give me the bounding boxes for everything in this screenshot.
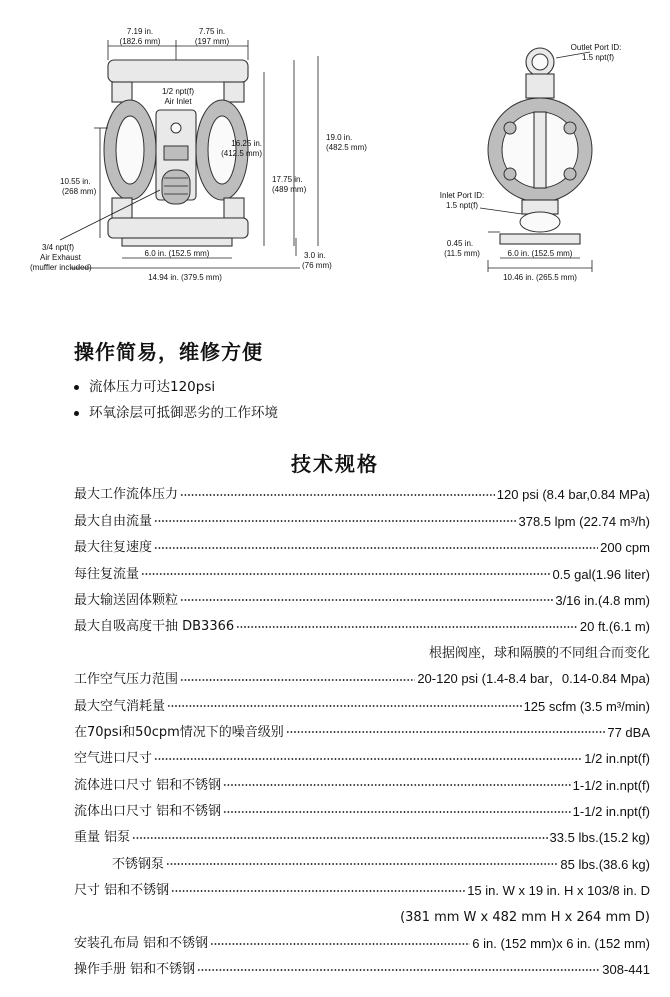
- spec-label: 最大工作流体压力: [74, 487, 179, 503]
- spec-row: [74, 927, 650, 953]
- height-1625-label: 16.25 in.: [231, 139, 262, 148]
- air-exhaust-label: Air Exhaust: [40, 253, 81, 262]
- spec-row: [74, 821, 650, 847]
- muffler-label: (muffler included): [30, 263, 92, 272]
- total-width-label: 14.94 in. (379.5 mm): [148, 273, 222, 282]
- spec-value: 1/2 in.npt(f): [584, 751, 650, 767]
- spec-table: [74, 478, 650, 979]
- spec-row: [74, 874, 650, 900]
- spec-row: [74, 795, 650, 821]
- dot-leader: [180, 675, 415, 684]
- width-left-label: 7.19 in.: [126, 27, 154, 36]
- bullet-dot-icon: [74, 411, 79, 416]
- spec-row: [74, 953, 650, 979]
- spec-label: 操作手册 铝和不锈钢: [74, 962, 196, 978]
- feature-item: [74, 400, 278, 426]
- dot-leader: [180, 596, 553, 605]
- spec-label: 流体出口尺寸 铝和不锈钢: [74, 804, 222, 820]
- height-190-label: 19.0 in.: [326, 133, 353, 142]
- width-right-label: 7.75 in.: [198, 27, 226, 36]
- spec-label: 最大输送固体颗粒: [74, 592, 179, 608]
- base-width-label: 6.0 in. (152.5 mm): [144, 249, 210, 258]
- height-1775-mm-label: (489 mm): [272, 185, 307, 194]
- spec-row: [74, 531, 650, 557]
- spec-value: 33.5 lbs.(15.2 kg): [549, 830, 650, 846]
- feature-text: 环氧涂层可抵御恶劣的工作环境: [89, 405, 278, 421]
- spec-note-row: [74, 636, 650, 662]
- spec-label: 最大往复速度: [74, 540, 153, 556]
- spec-note-row: [74, 900, 650, 926]
- spec-label: 在70psi和50cpm情况下的噪音级别: [74, 724, 284, 740]
- dot-leader: [154, 543, 598, 552]
- spec-value: 200 cpm: [600, 540, 650, 556]
- dot-leader: [236, 622, 578, 631]
- spec-label: 流体进口尺寸 铝和不锈钢: [74, 777, 222, 793]
- pump-dimension-drawing: [0, 0, 670, 300]
- spec-label: 每往复流量: [74, 566, 140, 582]
- dot-leader: [166, 860, 558, 869]
- outlet-port-size-label: 1.5 npt(f): [581, 53, 615, 62]
- side-base-width-label: 6.0 in. (152.5 mm): [507, 249, 573, 258]
- spec-label: 不锈钢泵: [112, 856, 165, 872]
- spec-label: 工作空气压力范围: [74, 672, 179, 688]
- air-exhaust-size-label: 3/4 npt(f): [42, 243, 75, 252]
- base-height-label: 3.0 in.: [304, 251, 326, 260]
- spec-label: 尺寸 铝和不锈钢: [74, 883, 170, 899]
- width-left-mm-label: (182.6 mm): [119, 37, 161, 46]
- dot-leader: [154, 754, 582, 763]
- spec-row: [74, 584, 650, 610]
- spec-label: 安装孔布局 铝和不锈钢: [74, 936, 209, 952]
- spec-note: 根据阀座，球和隔膜的不同组合而变化: [428, 645, 650, 661]
- height-190-mm-label: (482.5 mm): [326, 143, 367, 152]
- spec-value: 125 scfm (3.5 m³/min): [523, 698, 650, 714]
- dot-leader: [167, 702, 522, 711]
- spec-row: [74, 742, 650, 768]
- spec-value: 1-1/2 in.npt(f): [572, 777, 650, 793]
- left-height-mm-label: (268 mm): [62, 187, 97, 196]
- spec-label: 空气进口尺寸: [74, 751, 153, 767]
- spec-label: 最大自吸高度干抽 DB3366: [74, 619, 235, 635]
- spec-value: 378.5 lpm (22.74 m³/h): [518, 513, 650, 529]
- dot-leader: [197, 965, 600, 974]
- spec-row: [74, 504, 650, 530]
- spec-label: 最大空气消耗量: [74, 698, 166, 714]
- feature-list: [74, 374, 278, 426]
- spec-row: [74, 557, 650, 583]
- spec-row: [74, 768, 650, 794]
- spec-value: 20 ft.(6.1 m): [579, 619, 650, 635]
- spec-label: 最大自由流量: [74, 513, 153, 529]
- spec-value: 1-1/2 in.npt(f): [572, 804, 650, 820]
- left-height-label: 10.55 in.: [60, 177, 91, 186]
- base-height-mm-label: (76 mm): [302, 261, 332, 270]
- bullet-dot-icon: [74, 385, 79, 390]
- dot-leader: [286, 728, 606, 737]
- spec-row: [74, 716, 650, 742]
- dot-leader: [154, 517, 516, 526]
- dot-leader: [141, 570, 550, 579]
- spec-row: [74, 610, 650, 636]
- spec-value: 120 psi (8.4 bar,0.84 MPa): [496, 487, 650, 503]
- dot-leader: [132, 833, 547, 842]
- dot-leader: [223, 807, 571, 816]
- inlet-port-size-label: 1.5 npt(f): [445, 201, 479, 210]
- side-offset-label: 0.45 in.: [446, 239, 474, 248]
- spec-title: 技术规格: [291, 452, 379, 476]
- spec-value: 308-441: [602, 962, 650, 978]
- section-title: 操作简易，维修方便: [74, 340, 263, 364]
- side-offset-mm-label: (11.5 mm): [444, 249, 480, 258]
- dot-leader: [180, 490, 495, 499]
- spec-row: [74, 689, 650, 715]
- width-right-mm-label: (197 mm): [194, 37, 230, 46]
- feature-text: 流体压力可达120psi: [89, 379, 216, 395]
- dot-leader: [223, 781, 571, 790]
- spec-row: [74, 847, 650, 873]
- feature-item: [74, 374, 278, 400]
- pump-side-view: [488, 48, 592, 244]
- spec-value: 6 in. (152 mm)x 6 in. (152 mm): [472, 936, 650, 952]
- dot-leader: [171, 886, 465, 895]
- spec-value: 20-120 psi (1.4-8.4 bar，0.14-0.84 Mpa): [417, 671, 650, 687]
- spec-value: 15 in. W x 19 in. H x 103/8 in. D: [467, 883, 650, 899]
- spec-row: [74, 478, 650, 504]
- spec-note: (381 mm W x 482 mm H x 264 mm D): [400, 909, 650, 925]
- spec-row: [74, 663, 650, 689]
- air-inlet-size-label: 1/2 npt(f): [161, 87, 195, 96]
- air-inlet-label: Air Inlet: [164, 97, 192, 106]
- dot-leader: [210, 939, 470, 948]
- inlet-port-label: Inlet Port ID:: [439, 191, 485, 200]
- height-1775-label: 17.75 in.: [272, 175, 303, 184]
- spec-value: 3/16 in.(4.8 mm): [555, 592, 650, 608]
- spec-value: 77 dBA: [607, 724, 650, 740]
- height-1625-mm-label: (412.5 mm): [221, 149, 262, 158]
- spec-value: 85 lbs.(38.6 kg): [560, 856, 650, 872]
- outlet-port-label: Outlet Port ID:: [570, 43, 622, 52]
- spec-label: 重量 铝泵: [74, 830, 131, 846]
- side-total-width-label: 10.46 in. (265.5 mm): [503, 273, 577, 282]
- spec-value: 0.5 gal(1.96 liter): [552, 566, 650, 582]
